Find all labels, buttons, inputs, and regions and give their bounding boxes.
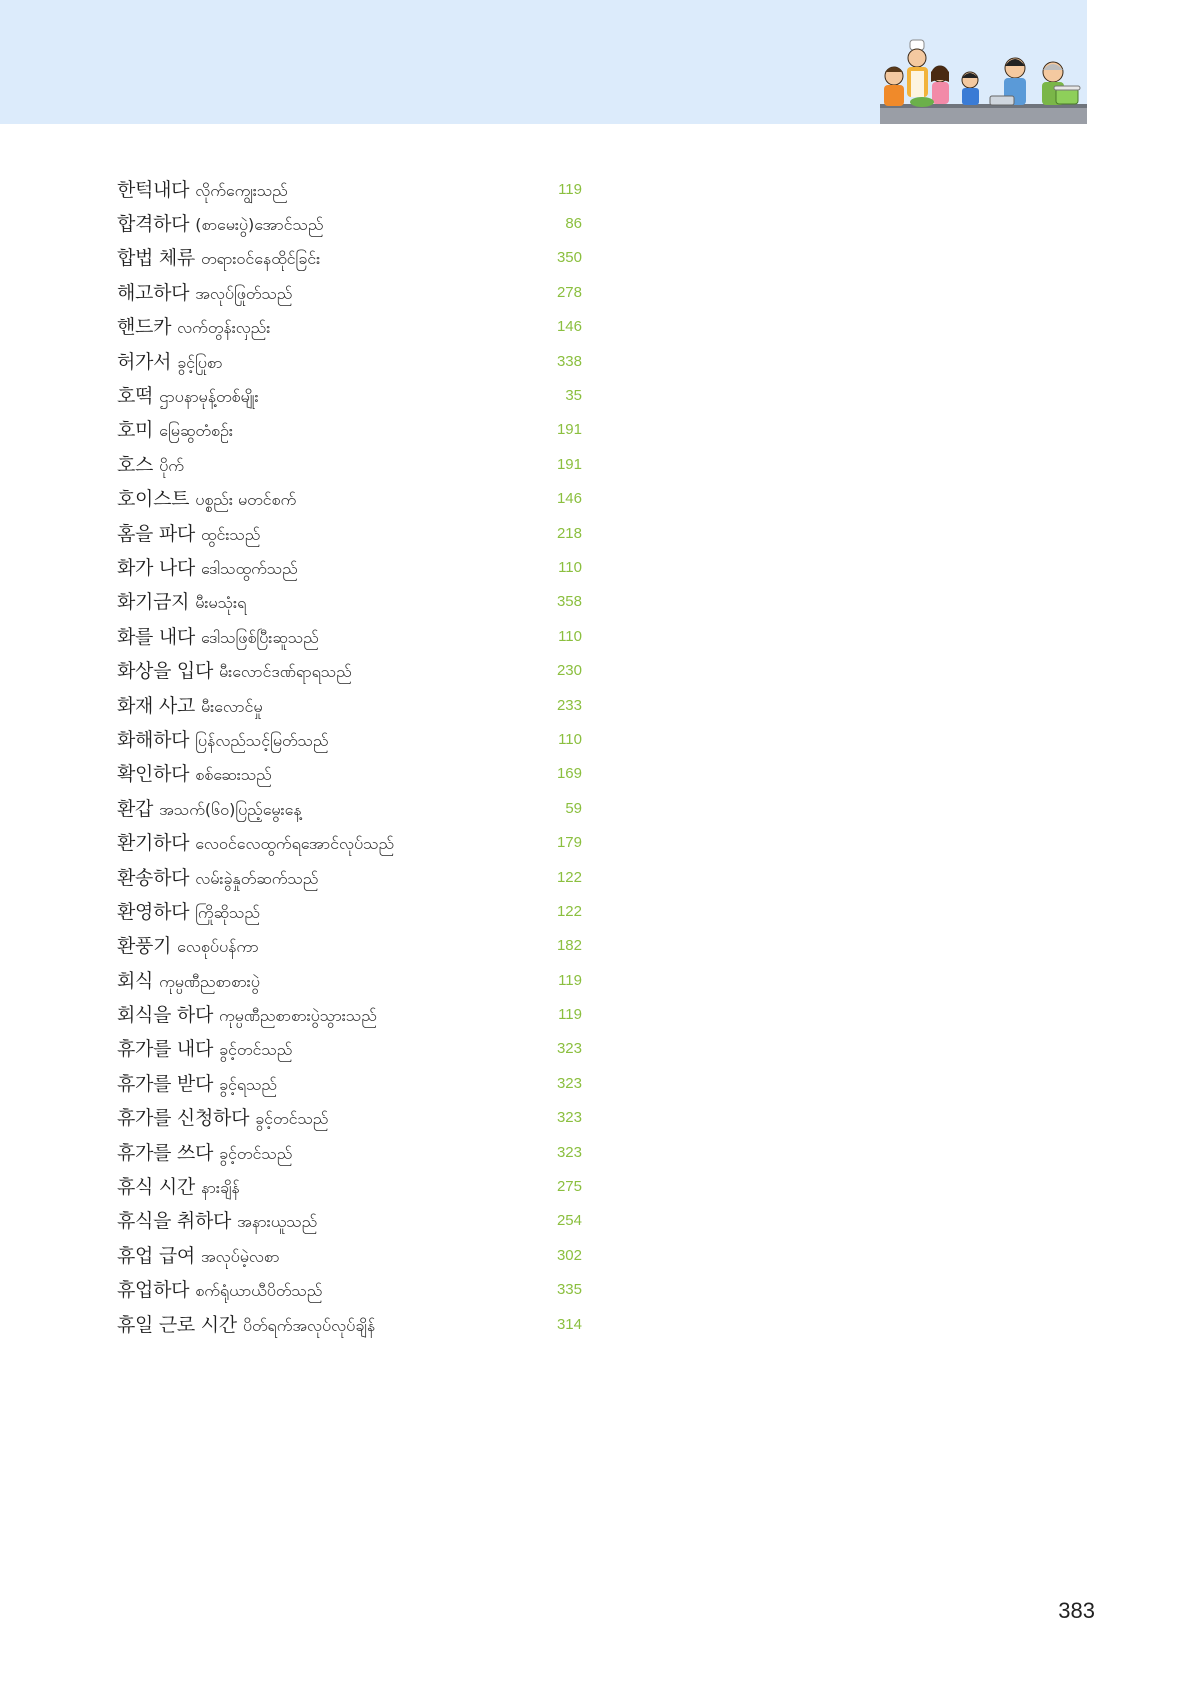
- page-reference: 350: [556, 249, 582, 267]
- korean-term: 환갑: [117, 797, 154, 820]
- page-reference: 35: [565, 387, 582, 405]
- entry-text: [117, 1103, 328, 1132]
- korean-term: 화가 나다: [117, 556, 195, 579]
- page-number: 383: [1058, 1598, 1095, 1623]
- entry-text: [117, 519, 260, 548]
- myanmar-translation: ခွင့်ရသည်: [219, 1074, 278, 1094]
- index-entry: [117, 206, 582, 240]
- page-reference: 358: [556, 593, 582, 611]
- entry-text: [117, 863, 318, 892]
- page-reference: 146: [556, 490, 582, 508]
- index-entry: [117, 1135, 582, 1169]
- korean-term: 합법 체류: [117, 247, 195, 270]
- myanmar-translation: လေစုပ်ပန်ကာ: [177, 937, 259, 957]
- index-entry: [117, 997, 582, 1031]
- index-entry: [117, 585, 582, 619]
- myanmar-translation: ပိတ်ရက်အလုပ်လုပ်ချိန်: [242, 1315, 376, 1335]
- index-entry: [117, 241, 582, 275]
- korean-term: 화상을 입다: [117, 660, 214, 683]
- myanmar-translation: ပိုက်: [159, 455, 184, 475]
- entry-text: [117, 1138, 292, 1167]
- entry-text: [117, 1034, 292, 1063]
- page-reference: 119: [558, 971, 582, 989]
- index-entry: [117, 688, 582, 722]
- index-entry: [117, 1169, 582, 1203]
- korean-term: 환풍기: [117, 935, 172, 958]
- page-reference: 230: [556, 662, 582, 680]
- index-list: [117, 172, 582, 1341]
- page-reference: 59: [565, 799, 582, 817]
- index-entry: [117, 963, 582, 997]
- page-reference: 275: [556, 1178, 582, 1196]
- page-reference: 169: [556, 765, 582, 783]
- entry-text: [117, 931, 259, 960]
- korean-term: 휴일 근로 시간: [117, 1313, 237, 1336]
- entry-text: [117, 1069, 277, 1098]
- korean-term: 환기하다: [117, 832, 190, 855]
- myanmar-translation: ခွင့်တင်သည်: [219, 1143, 293, 1163]
- entry-text: [117, 691, 262, 720]
- page-reference: 191: [556, 421, 582, 439]
- index-entry: [117, 860, 582, 894]
- myanmar-translation: လေဝင်လေထွက်ရအောင်လုပ်သည်: [195, 834, 395, 854]
- myanmar-translation: စစ်ဆေးသည်: [195, 765, 272, 785]
- entry-text: [117, 828, 394, 857]
- index-entry: [117, 482, 582, 516]
- page-reference: 278: [556, 283, 582, 301]
- page-reference: 182: [556, 937, 582, 955]
- index-entry: [117, 619, 582, 653]
- entry-text: [117, 966, 260, 995]
- index-entry: [117, 1204, 582, 1238]
- myanmar-translation: ခွင့်တင်သည်: [255, 1109, 329, 1129]
- index-entry: [117, 825, 582, 859]
- korean-term: 환송하다: [117, 866, 190, 889]
- entry-text: [117, 484, 296, 513]
- korean-term: 홈을 파다: [117, 522, 195, 545]
- entry-text: [117, 622, 319, 651]
- korean-term: 휴가를 신청하다: [117, 1107, 250, 1130]
- myanmar-translation: ဒေါသဖြစ်ပြီးဆူသည်: [200, 627, 319, 647]
- myanmar-translation: ပြန်လည်သင့်မြတ်သည်: [195, 730, 329, 750]
- index-entry: [117, 378, 582, 412]
- index-entry: [117, 344, 582, 378]
- page-reference: 233: [556, 696, 582, 714]
- entry-text: [117, 450, 184, 479]
- page-reference: 110: [558, 730, 582, 748]
- index-entry: [117, 929, 582, 963]
- page-reference: 338: [556, 352, 582, 370]
- myanmar-translation: အနားယူသည်: [237, 1212, 318, 1232]
- korean-term: 휴가를 쓰다: [117, 1141, 214, 1164]
- korean-term: 회식: [117, 969, 154, 992]
- entry-text: [117, 553, 298, 582]
- entry-text: [117, 656, 352, 685]
- index-entry: [117, 1238, 582, 1272]
- index-entry: [117, 757, 582, 791]
- myanmar-translation: အလုပ်မဲ့လစာ: [200, 1246, 280, 1266]
- myanmar-translation: မီးလောင်မှု: [200, 696, 263, 716]
- korean-term: 호스: [117, 453, 154, 476]
- index-entry: [117, 310, 582, 344]
- myanmar-translation: အလုပ်ဖြုတ်သည်: [195, 283, 293, 303]
- entry-text: [117, 1275, 322, 1304]
- entry-text: [117, 1241, 280, 1270]
- korean-term: 휴가를 내다: [117, 1038, 214, 1061]
- korean-term: 합격하다: [117, 213, 190, 236]
- index-entry: [117, 1307, 582, 1341]
- page-reference: 335: [556, 1281, 582, 1299]
- entry-text: [117, 897, 260, 926]
- myanmar-translation: ကြိုဆိုသည်: [195, 902, 260, 922]
- entry-text: [117, 1000, 377, 1029]
- myanmar-translation: မီးမသုံးရ: [195, 593, 247, 613]
- myanmar-translation: ဒေါသထွက်သည်: [200, 558, 298, 578]
- page-reference: 323: [556, 1074, 582, 1092]
- myanmar-translation: လမ်းခွဲနှုတ်ဆက်သည်: [195, 868, 319, 888]
- index-entry: [117, 791, 582, 825]
- index-entry: [117, 172, 582, 206]
- page-reference: 122: [556, 902, 582, 920]
- korean-term: 휴식을 취하다: [117, 1210, 232, 1233]
- page-reference: 110: [558, 627, 582, 645]
- myanmar-translation: လက်တွန်းလှည်း: [177, 318, 271, 338]
- myanmar-translation: (စာမေးပွဲ)အောင်သည်: [195, 215, 324, 235]
- korean-term: 핸드카: [117, 316, 172, 339]
- korean-term: 휴업하다: [117, 1279, 190, 1302]
- korean-term: 확인하다: [117, 763, 190, 786]
- myanmar-translation: မီးလောင်ဒဏ်ရာရသည်: [219, 662, 352, 682]
- myanmar-translation: အသက်(၆၀)ပြည့်မွေးနေ့: [159, 799, 302, 819]
- korean-term: 호미: [117, 419, 154, 442]
- korean-term: 화재 사고: [117, 694, 195, 717]
- myanmar-translation: နားချိန်: [200, 1178, 240, 1198]
- index-entry: [117, 1101, 582, 1135]
- page-reference: 179: [556, 834, 582, 852]
- entry-text: [117, 759, 272, 788]
- entry-text: [117, 415, 233, 444]
- korean-term: 해고하다: [117, 281, 190, 304]
- korean-term: 한턱내다: [117, 178, 190, 201]
- entry-text: [117, 794, 302, 823]
- index-entry: [117, 413, 582, 447]
- korean-term: 허가서: [117, 350, 172, 373]
- page-reference: 110: [558, 558, 582, 576]
- index-entry: [117, 1066, 582, 1100]
- korean-term: 호떡: [117, 385, 154, 408]
- korean-term: 휴식 시간: [117, 1176, 195, 1199]
- page-reference: 191: [556, 455, 582, 473]
- entry-text: [117, 725, 328, 754]
- entry-text: [117, 381, 259, 410]
- myanmar-translation: ပစ္စည်း မတင်စက်: [195, 490, 297, 510]
- page-reference: 323: [556, 1109, 582, 1127]
- myanmar-translation: ထွင်းသည်: [200, 524, 261, 544]
- entry-text: [117, 175, 288, 204]
- index-entry: [117, 516, 582, 550]
- korean-term: 휴가를 받다: [117, 1072, 214, 1095]
- index-entry: [117, 894, 582, 928]
- page-reference: 122: [556, 868, 582, 886]
- myanmar-translation: ခွင့်ပြုစာ: [177, 352, 223, 372]
- page-reference: 119: [558, 180, 582, 198]
- myanmar-translation: ကုမ္ပဏီညစာစားပွဲသွားသည်: [219, 1006, 377, 1026]
- entry-text: [117, 1206, 317, 1235]
- myanmar-translation: ခွင့်တင်သည်: [219, 1040, 293, 1060]
- entry-text: [117, 209, 323, 238]
- page-reference: 119: [558, 1006, 582, 1024]
- entry-text: [117, 243, 320, 272]
- korean-term: 회식을 하다: [117, 1004, 214, 1027]
- myanmar-translation: စက်ရုံယာယီပိတ်သည်: [195, 1281, 323, 1301]
- korean-term: 휴업 급여: [117, 1244, 195, 1267]
- myanmar-translation: မြေဆွတံစဉ်း: [159, 421, 233, 441]
- page-reference: 323: [556, 1040, 582, 1058]
- index-entry: [117, 550, 582, 584]
- korean-term: 화기금지: [117, 591, 190, 614]
- entry-text: [117, 1310, 375, 1339]
- index-entry: [117, 275, 582, 309]
- index-entry: [117, 447, 582, 481]
- index-entry: [117, 653, 582, 687]
- korean-term: 호이스트: [117, 488, 190, 511]
- index-entry: [117, 722, 582, 756]
- page-reference: 302: [556, 1246, 582, 1264]
- index-entry: [117, 1273, 582, 1307]
- korean-term: 화해하다: [117, 728, 190, 751]
- page-reference: 146: [556, 318, 582, 336]
- page-reference: 323: [556, 1143, 582, 1161]
- index-entry: [117, 1032, 582, 1066]
- myanmar-translation: ကုမ္ပဏီညစာစားပွဲ: [159, 971, 260, 991]
- entry-text: [117, 312, 270, 341]
- entry-text: [117, 1172, 240, 1201]
- page-reference: 218: [556, 524, 582, 542]
- korean-term: 환영하다: [117, 900, 190, 923]
- myanmar-translation: တရားဝင်နေထိုင်ခြင်း: [200, 249, 321, 269]
- entry-text: [117, 278, 292, 307]
- page-reference: 314: [556, 1315, 582, 1333]
- page-reference: 86: [565, 215, 582, 233]
- entry-text: [117, 347, 222, 376]
- people-cooking-illustration: [880, 38, 1087, 124]
- myanmar-translation: ဌာပနာမုန့်တစ်မျိုး: [159, 387, 259, 407]
- korean-term: 화를 내다: [117, 625, 195, 648]
- myanmar-translation: လိုက်ကျွေးသည်: [195, 180, 288, 200]
- page-reference: 254: [556, 1212, 582, 1230]
- entry-text: [117, 587, 246, 616]
